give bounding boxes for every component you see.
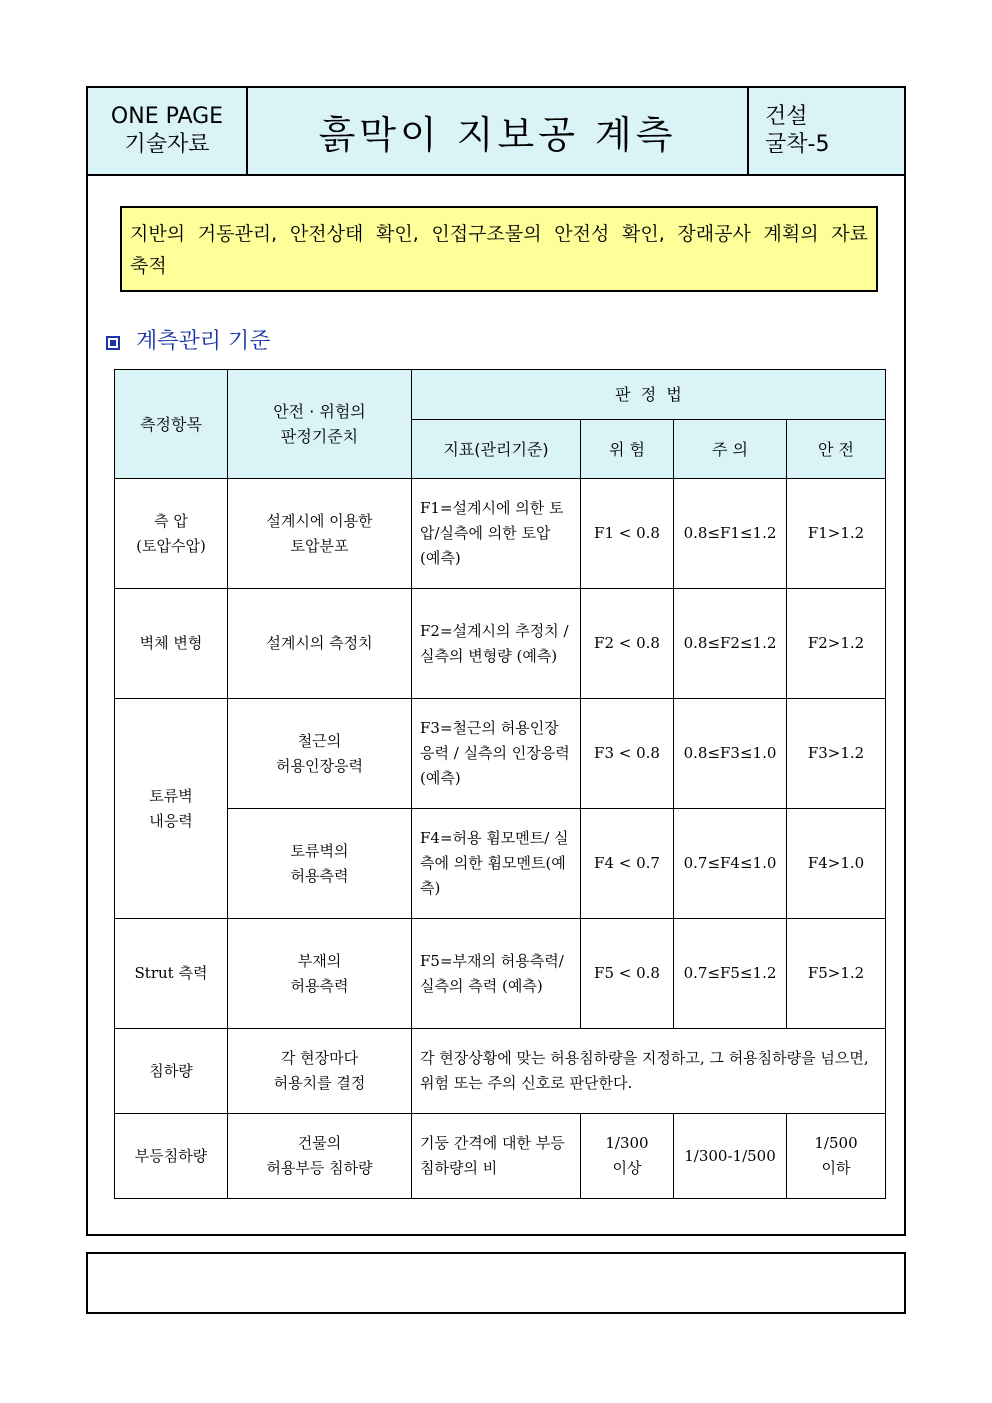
row-safe-line1: 1/500 xyxy=(814,1134,858,1152)
row-safe: F3>1.2 xyxy=(787,699,886,809)
row-danger-line1: 1/300 xyxy=(605,1134,649,1152)
header-caution: 주 의 xyxy=(674,420,787,479)
row-item: 부등침하량 xyxy=(115,1114,228,1199)
row-item-line2: 내응력 xyxy=(149,811,193,830)
row-safe: F4>1.0 xyxy=(787,809,886,919)
header-safe: 안 전 xyxy=(787,420,886,479)
row-danger: F5 < 0.8 xyxy=(581,919,674,1029)
row-danger: F1 < 0.8 xyxy=(581,479,674,589)
row-safe: F2>1.2 xyxy=(787,589,886,699)
header-judgment: 판 정 법 xyxy=(412,370,886,420)
row-index: F3=철근의 허용인장 응력 / 실측의 인장응력(예측) xyxy=(412,699,581,809)
table-row xyxy=(115,1114,886,1199)
row-danger-line2: 이상 xyxy=(612,1159,642,1177)
row-safe: F5>1.2 xyxy=(787,919,886,1029)
criteria-table xyxy=(114,369,886,1199)
row-item-line2: (토압수압) xyxy=(136,536,206,555)
row-danger xyxy=(581,1114,674,1199)
row-caution: 0.8≤F1≤1.2 xyxy=(674,479,787,589)
table-row xyxy=(115,589,886,699)
square-bullet-icon xyxy=(106,336,120,350)
row-item-line1: 측 압 xyxy=(154,511,188,530)
row-safe xyxy=(787,1114,886,1199)
category-line2: 굴착-5 xyxy=(765,132,830,157)
row-index: 기둥 간격에 대한 부등침하량의 비 xyxy=(412,1114,581,1199)
row-index: F1=설계시에 의한 토압/실측에 의한 토압 (예측) xyxy=(412,479,581,589)
row-criterion-line2: 허용부등 침하량 xyxy=(266,1159,373,1177)
row-criterion: 설계시의 측정치 xyxy=(228,589,412,699)
row-caution: 0.7≤F4≤1.0 xyxy=(674,809,787,919)
row-criterion xyxy=(228,919,412,1029)
row-criterion xyxy=(228,1114,412,1199)
row-criterion-line1: 설계시에 이용한 xyxy=(266,511,373,530)
row-criterion-line2: 허용측력 xyxy=(290,976,349,995)
row-criterion-line1: 철근의 xyxy=(297,731,342,750)
header-index: 지표(관리기준) xyxy=(412,420,581,479)
table-row xyxy=(115,699,886,809)
series-line2: 기술자료 xyxy=(124,132,210,157)
page-frame xyxy=(86,86,906,1236)
category-line1: 건설 xyxy=(765,104,808,129)
row-criterion xyxy=(228,809,412,919)
row-item: 침하량 xyxy=(115,1029,228,1114)
row-caution: 0.7≤F5≤1.2 xyxy=(674,919,787,1029)
row-criterion xyxy=(228,1029,412,1114)
row-criterion-line2: 허용인장응력 xyxy=(276,756,363,775)
row-item xyxy=(115,699,228,919)
row-safe: F1>1.2 xyxy=(787,479,886,589)
series-line1: ONE PAGE xyxy=(110,104,224,129)
series-label xyxy=(88,88,248,174)
section-title-text: 계측관리 기준 xyxy=(136,329,271,354)
row-caution: 0.8≤F2≤1.2 xyxy=(674,589,787,699)
row-criterion xyxy=(228,699,412,809)
row-danger: F3 < 0.8 xyxy=(581,699,674,809)
row-item-line1: 토류벽 xyxy=(149,786,193,805)
section-heading xyxy=(106,324,271,355)
header-danger: 위 험 xyxy=(581,420,674,479)
header-item: 측정항목 xyxy=(115,370,228,479)
table-row xyxy=(115,479,886,589)
row-note: 각 현장상황에 맞는 허용침하량을 지정하고, 그 허용침하량을 넘으면, 위험 또는 주의 신호로 판단한다. xyxy=(412,1029,886,1114)
row-index: F5=부재의 허용측력/실측의 측력 (예측) xyxy=(412,919,581,1029)
row-danger: F2 < 0.8 xyxy=(581,589,674,699)
document-title: 흙막이 지보공 계측 xyxy=(248,88,749,174)
table-row xyxy=(115,1029,886,1114)
row-item xyxy=(115,479,228,589)
row-criterion-line2: 토압분포 xyxy=(290,536,349,555)
document-header xyxy=(88,88,904,176)
table-row xyxy=(115,809,886,919)
row-caution: 1/300-1/500 xyxy=(674,1114,787,1199)
row-criterion-line1: 부재의 xyxy=(297,951,342,970)
category-label xyxy=(749,88,904,174)
header-criterion-line1: 안전 · 위험의 xyxy=(273,402,366,421)
row-criterion-line1: 토류벽의 xyxy=(290,841,349,860)
summary-box: 지반의 거동관리, 안전상태 확인, 인접구조물의 안전성 확인, 장래공사 계획의 자료 축적 xyxy=(120,206,878,292)
row-safe-line2: 이하 xyxy=(821,1159,851,1177)
row-criterion-line2: 허용치를 결정 xyxy=(273,1074,366,1092)
row-criterion-line2: 허용측력 xyxy=(290,866,349,885)
table-header-row xyxy=(115,370,886,420)
row-danger: F4 < 0.7 xyxy=(581,809,674,919)
row-item: Strut 측력 xyxy=(115,919,228,1029)
row-criterion-line1: 각 현장마다 xyxy=(280,1049,359,1067)
footer-box xyxy=(86,1252,906,1314)
header-criterion xyxy=(228,370,412,479)
row-caution: 0.8≤F3≤1.0 xyxy=(674,699,787,809)
row-index: F4=허용 휨모멘트/ 실측에 의한 휨모멘트(예측) xyxy=(412,809,581,919)
row-index: F2=설계시의 추정치 / 실측의 변형량 (예측) xyxy=(412,589,581,699)
row-criterion xyxy=(228,479,412,589)
row-item: 벽체 변형 xyxy=(115,589,228,699)
header-criterion-line2: 판정기준치 xyxy=(280,427,359,446)
row-criterion-line1: 건물의 xyxy=(297,1134,342,1152)
table-row xyxy=(115,919,886,1029)
